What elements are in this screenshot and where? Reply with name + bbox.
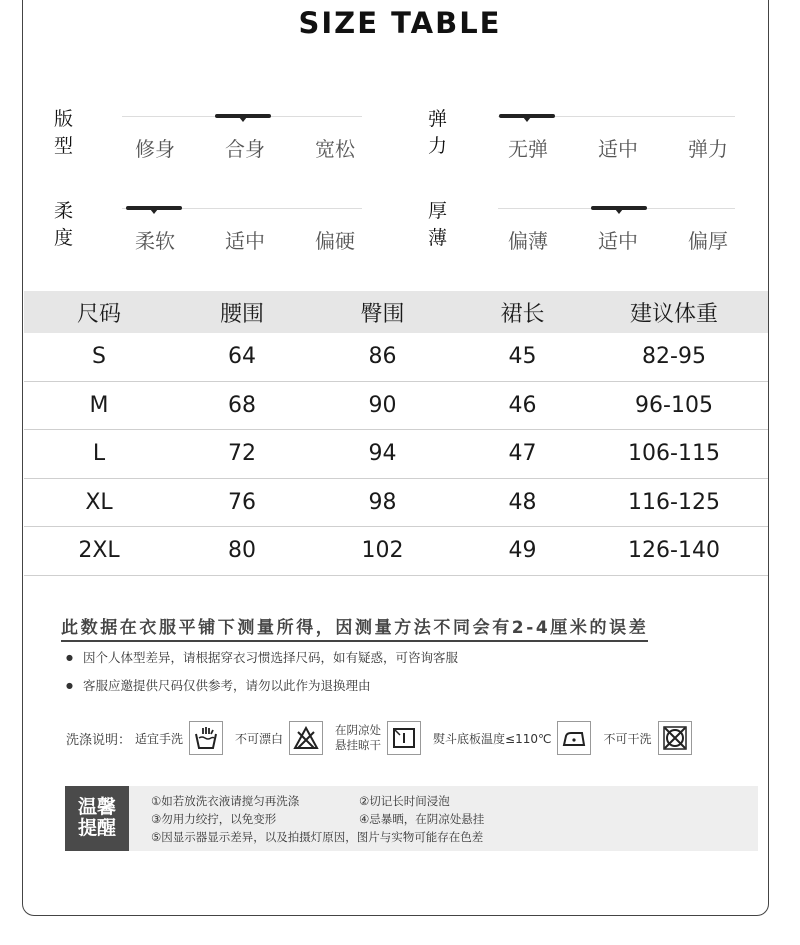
- tips-tag-line: 温馨: [77, 796, 116, 818]
- table-cell: 49: [508, 538, 537, 564]
- attr-stretch-option: 弹力: [688, 137, 728, 161]
- attr-softness-marker: [126, 206, 182, 210]
- wash-item: [603, 721, 691, 755]
- header-hip: 臀围: [360, 301, 405, 327]
- attr-thickness-option: 偏厚: [688, 229, 728, 253]
- attr-thickness-option: 偏薄: [508, 229, 548, 253]
- tips-tag-line: 提醒: [77, 817, 116, 839]
- table-cell: 82-95: [642, 344, 706, 370]
- page-title: SIZE TABLE: [298, 6, 502, 40]
- hang-dry-shade-icon: [387, 721, 421, 755]
- table-row: [24, 527, 768, 576]
- table-cell: 48: [508, 489, 537, 515]
- note-bullet: ● 客服应邀提供尺码仅供参考，请勿以此作为退换理由: [66, 676, 371, 694]
- table-cell: 94: [368, 441, 397, 467]
- tips-tag: [65, 786, 129, 851]
- iron-low-icon: [557, 721, 591, 755]
- table-cell: L: [92, 441, 106, 467]
- attr-stretch-option: 无弹: [508, 137, 548, 161]
- attr-softness-option: 柔软: [135, 229, 175, 253]
- attr-stretch-marker: [499, 114, 555, 118]
- table-row: [24, 382, 768, 431]
- header-waist: 腰围: [219, 301, 264, 327]
- attr-stretch-option: 适中: [598, 137, 638, 161]
- attr-fit-option: 合身: [225, 137, 265, 161]
- table-cell: 116-125: [628, 489, 720, 515]
- attr-fit-marker: [215, 114, 271, 118]
- note-bullet: ● 因个人体型差异，请根据穿衣习惯选择尺码，如有疑惑，可咨询客服: [66, 648, 458, 666]
- wash-item-text: [335, 723, 381, 753]
- wash-item: [433, 721, 591, 755]
- table-cell: 98: [368, 489, 397, 515]
- table-cell: 86: [368, 344, 397, 370]
- table-cell: 68: [228, 392, 256, 418]
- tips-box: [65, 786, 758, 851]
- wash-item-text: 适宜手洗: [135, 731, 184, 746]
- attr-thickness-option: 适中: [598, 229, 638, 253]
- attr-softness-option: 偏硬: [315, 229, 355, 253]
- no-bleach-icon: [289, 721, 323, 755]
- tip-item: ④忌暴晒，在阴凉处悬挂: [359, 812, 485, 826]
- header-skirt-length: 裙长: [500, 301, 545, 327]
- table-cell: 45: [508, 344, 537, 370]
- attr-thickness-marker: [591, 206, 647, 210]
- attr-fit-option: 修身: [135, 137, 175, 161]
- hand-wash-icon: [189, 721, 223, 755]
- attr-thickness-label: 厚薄: [428, 200, 448, 249]
- no-dry-clean-icon: [658, 721, 692, 755]
- table-cell: 64: [228, 344, 256, 370]
- wash-item: [135, 721, 223, 755]
- table-cell: 126-140: [628, 538, 720, 564]
- tip-item: ①如若放洗衣液请搅匀再洗涤: [151, 794, 300, 808]
- table-cell: S: [92, 344, 106, 370]
- tip-item: ⑤因显示器显示差异，以及拍摄灯原因，图片与实物可能存在色差: [151, 830, 484, 844]
- table-cell: M: [89, 392, 109, 418]
- table-row: [24, 333, 768, 382]
- table-cell: 76: [228, 489, 256, 515]
- wash-instructions: [66, 720, 704, 756]
- table-cell: 2XL: [78, 538, 120, 564]
- table-cell: 102: [361, 538, 404, 564]
- header-weight: 建议体重: [629, 301, 718, 327]
- table-cell: 80: [228, 538, 256, 564]
- table-cell: 72: [228, 441, 256, 467]
- wash-item-text: 不可干洗: [603, 731, 652, 746]
- table-cell: XL: [85, 489, 113, 515]
- attr-fit-option: 宽松: [315, 137, 355, 161]
- attr-stretch-label: 弹力: [428, 108, 448, 157]
- wash-item-text: 不可漂白: [235, 731, 284, 746]
- attr-softness-label: 柔度: [54, 200, 74, 249]
- wash-item-text-line: 在阴凉处: [335, 723, 382, 737]
- table-header-row: [24, 291, 768, 333]
- tip-item: ③勿用力绞拧，以免变形: [151, 812, 277, 826]
- table-row: [24, 430, 768, 479]
- table-cell: 90: [368, 392, 397, 418]
- table-cell: 47: [508, 441, 537, 467]
- table-cell: 106-115: [628, 441, 720, 467]
- attr-fit-label: 版型: [54, 108, 74, 157]
- wash-item-text-line: 悬挂晾干: [335, 738, 382, 752]
- table-cell: 46: [508, 392, 537, 418]
- size-table: [24, 291, 768, 576]
- measurement-note-title: 此数据在衣服平铺下测量所得，因测量方法不同会有2-4厘米的误差: [61, 613, 648, 642]
- wash-item: [235, 721, 323, 755]
- table-row: [24, 479, 768, 528]
- header-size: 尺码: [76, 301, 121, 327]
- table-cell: 96-105: [635, 392, 713, 418]
- attr-softness-option: 适中: [225, 229, 265, 253]
- wash-label: 洗涤说明：: [66, 732, 132, 748]
- wash-item-text: 熨斗底板温度≤110℃: [433, 731, 552, 746]
- wash-item: [335, 721, 421, 755]
- tip-item: ②切记长时间浸泡: [359, 794, 450, 808]
